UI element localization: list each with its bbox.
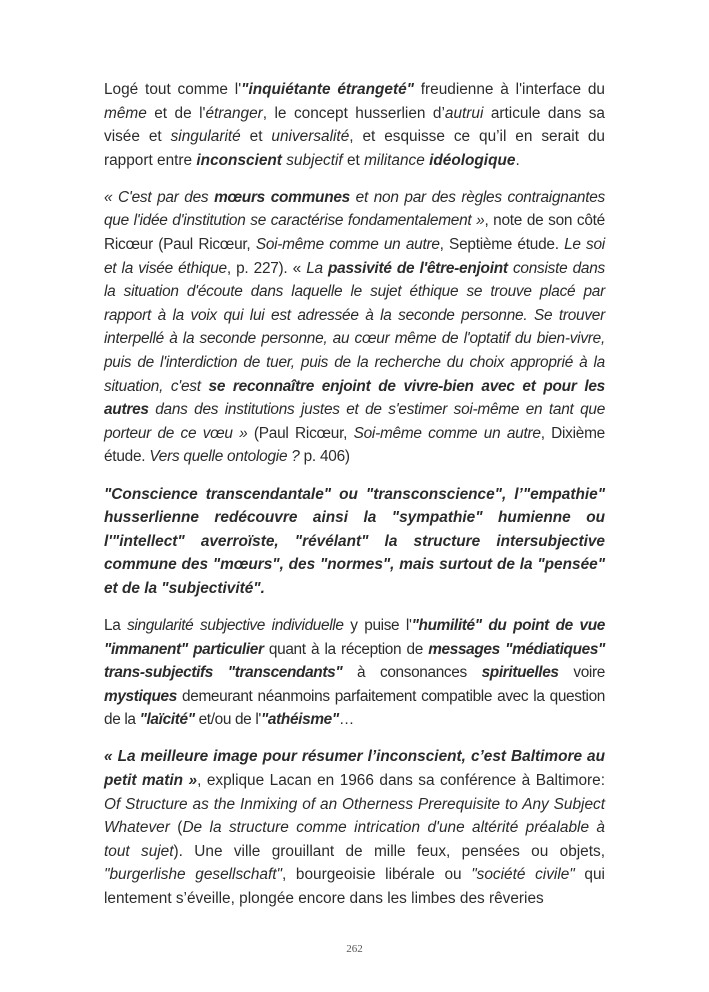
- text-run: voire: [558, 664, 605, 682]
- text-run: Le soi et la visée éthique: [104, 236, 605, 277]
- text-run: "burgerlishe gesellschaft": [104, 866, 282, 884]
- text-run: et non par des règles contraignantes que l'idée d'institution se caractérise fondamentalement »: [104, 188, 605, 230]
- text-run: articule dans sa visée et: [104, 104, 605, 146]
- text-run: , note de son côté Ricœur (Paul Ricœur,: [104, 212, 605, 254]
- text-run: Of Structure as the Inmixing of an Otherness Prerequisite to Any Subject Whatever: [104, 795, 605, 837]
- text-run: "société civile": [471, 866, 575, 884]
- paragraph-3: [104, 483, 605, 601]
- text-run: y puise l': [343, 616, 412, 634]
- text-run: (Paul Ricœur,: [247, 424, 354, 442]
- text-run: "athéisme": [260, 711, 339, 729]
- text-run: "Conscience transcendantale" ou "transconscience", l’"empathie" husserlienne redécouvre ainsi la "sympathie" humienne ou l'"intellect" averroïste, "révélant" la structure intersubjective commune des "mœurs", des "normes", mais surtout de la "pensée" et de la "subjectivité".: [104, 485, 605, 597]
- text-run: .: [515, 151, 520, 169]
- text-run: idéologique: [429, 151, 516, 169]
- text-run: dans des institutions justes et de s'estimer soi-même en tant que porteur de ce vœu »: [104, 401, 605, 442]
- paragraph-1: [104, 78, 605, 172]
- text-run: inconscient: [196, 151, 282, 169]
- text-run: autrui: [444, 104, 484, 122]
- text-run: , le concept husserlien d’: [262, 104, 445, 122]
- text-run: même: [104, 104, 147, 122]
- text-run: se reconnaître enjoint de vivre-bien avec et pour les autres: [104, 377, 605, 419]
- text-run: « C'est par des: [104, 188, 215, 206]
- text-run: "humilité" du point de vue "immanent" particulier: [104, 616, 605, 658]
- page-body: [104, 78, 605, 924]
- text-run: (: [169, 819, 183, 837]
- text-run: consiste dans la situation d'écoute dans laquelle le sujet éthique se trouve placé par rapport à la voix qui lui est adressée à la seconde personne. Se trouver interpellé à la seconde personne, au cœur même de l'optatif du bien-vivre, puis de l'interdiction de tuer, puis de la recherche du choix approprié à la situation, c'est: [104, 259, 605, 395]
- paragraph-lacan: [104, 745, 605, 910]
- text-run: messages "médiatiques" trans-subjectifs "transcendants": [104, 640, 605, 682]
- text-run: ). Une ville grouillant de mille feux, pensées ou objets,: [173, 842, 605, 860]
- text-run: mœurs communes: [214, 188, 350, 206]
- text-run: militance: [364, 151, 425, 169]
- text-run: p. 406): [299, 448, 350, 466]
- text-run: Vers quelle ontologie ?: [149, 448, 300, 466]
- text-run: et: [240, 128, 272, 146]
- text-run: universalité: [271, 128, 350, 146]
- page-number: 262: [346, 943, 363, 955]
- text-run: , Dixième étude.: [104, 424, 605, 466]
- text-run: mystiques: [104, 687, 177, 705]
- text-run: à consonances: [342, 664, 482, 682]
- text-run: et: [342, 151, 365, 169]
- text-run: , et esquisse ce qu’il en serait du rapport entre: [104, 128, 605, 169]
- text-run: subjectif: [286, 151, 343, 169]
- text-run: « La meilleure image pour résumer l’inconscient, c’est Baltimore au petit matin »: [104, 748, 605, 790]
- text-run: , p. 227). «: [226, 259, 307, 277]
- text-run: De la structure comme intrication d'une altérité préalable à tout sujet: [104, 819, 605, 860]
- text-run: , Septième étude.: [439, 236, 565, 254]
- paragraph-ricoeur-quote: [104, 186, 605, 469]
- text-run: qui lentement s’éveille, plongée encore dans les limbes des rêveries: [104, 866, 605, 907]
- paragraph-4: [104, 614, 605, 732]
- text-run: et de l': [146, 104, 206, 122]
- text-run: , explique Lacan en 1966 dans sa conférence à Baltimore:: [197, 772, 605, 790]
- text-run: Soi-même comme un autre: [353, 424, 541, 442]
- text-run: "laïcité": [139, 711, 195, 729]
- text-run: Logé tout comme l': [104, 81, 242, 98]
- text-run: , bourgeoisie libérale ou: [282, 866, 472, 884]
- text-run: La: [104, 616, 128, 634]
- text-run: demeurant néanmoins parfaitement compatible avec la question de la: [104, 687, 605, 729]
- text-run: étranger: [205, 104, 263, 122]
- text-run: singularité subjective individuelle: [127, 616, 344, 634]
- text-run: singularité: [170, 128, 241, 146]
- text-run: quant à la réception de: [263, 640, 429, 658]
- text-run: freudienne à l'interface du: [413, 81, 605, 98]
- text-run: …: [338, 711, 354, 729]
- text-run: et/ou de l': [194, 711, 261, 729]
- text-run: passivité de l'être-enjoint: [328, 259, 508, 277]
- text-run: "inquiétante étrangeté": [241, 81, 414, 98]
- text-run: Soi-même comme un autre: [255, 236, 440, 254]
- text-run: La: [306, 259, 329, 277]
- text-run: spirituelles: [481, 664, 559, 682]
